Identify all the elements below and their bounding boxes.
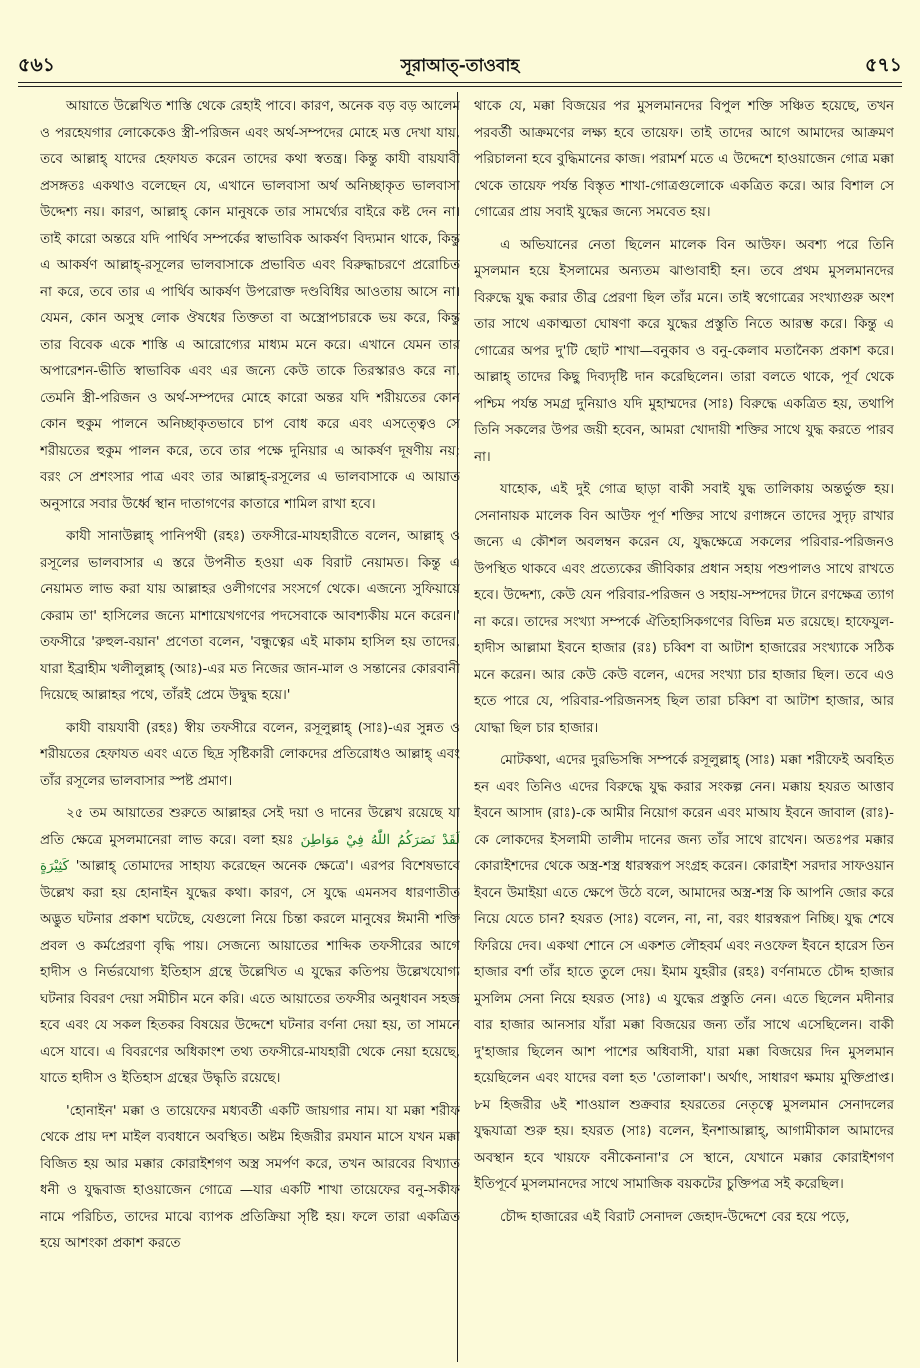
header-rule-top [18, 82, 902, 83]
paragraph: মোটকথা, এদের দুরভিসন্ধি সম্পর্কে রসূলুল্লাহ্ (সাঃ) মক্কা শরীফেই অবহিত হন এবং তিনিও এদের বিরুদ্ধে যুদ্ধ করার সংকল্প নেন। মক্কায় হযরত আত্তাব ইবনে আসাদ (রাঃ)-কে আমীর নিয়োগ করেন এবং মাআয ইবনে জাবাল (রাঃ)-কে লোকদের ইসলামী তালীম দানের জন্য তাঁর সাথে রাখেন। অতঃপর মক্কার কোরাইশদের থেকে অস্ত্র-শস্ত্র ধারস্বরূপ সংগ্রহ করেন। কোরাইশ সরদার সাফওয়ান ইবনে উমাইয়া এতে ক্ষেপে উঠে বলে, আমাদের অস্ত্র-শস্ত্র কি আপনি জোর করে নিয়ে যেতে চান? হযরত (সাঃ) বলেন, না, না, বরং ধারস্বরূপ নিচ্ছি। যুদ্ধ শেষে ফিরিয়ে দেব। একথা শোনে সে একশত লৌহবর্ম এবং নওফেল ইবনে হারেস তিন হাজার বর্শা তাঁর হাতে তুলে দেয়। ইমাম যুহরীর (রহঃ) বর্ণনামতে চৌদ্দ হাজার মুসলিম সেনা নিয়ে হযরত (সাঃ) এ যুদ্ধের প্রস্তুতি নেন। এতে ছিলেন মদীনার বার হাজার আনসার যাঁরা মক্কা বিজয়ের জন্য তাঁর সাথে এসেছিলেন। বাকী দু'হাজার ছিলেন আশ পাশের অধিবাসী, যারা মক্কা বিজয়ের দিন মুসলমান হয়েছিলেন এবং যাদের বলা হত 'তোলাকা'। অর্থাৎ, সাধারণ ক্ষমায় মুক্তিপ্রাপ্ত। ৮ম হিজরীর ৬ই শাওয়াল শুক্রবার হযরতের নেতৃত্বে মুসলমান সেনাদলের যুদ্ধযাত্রা শুরু হয়। হযরত (সাঃ) বলেন, ইনশাআল্লাহ্, আগামীকাল আমাদের অবস্থান হবে খায়ফে বনীকেনানা'র সে স্থানে, যেখানে মক্কার কোরাইশগণ ইতিপূর্বে মুসলমানদের সাথে সামাজিক বয়কটের চুক্তিপত্র সই করেছিল। [474, 753, 894, 1192]
paragraph: থাকে যে, মক্কা বিজয়ের পর মুসলমানদের বিপুল শক্তি সঞ্চিত হয়েছে, তখন পরবর্তী আক্রমণের লক্ষ্য হবে তায়েফ। তাই তাদের আগে আমাদের আক্রমণ পরিচালনা হবে বুদ্ধিমানের কাজ। পরামর্শ মতে এ উদ্দেশে হাওয়াজেন গোত্র মক্কা থেকে তায়েফ পর্যন্ত বিস্তৃত শাখা-গোত্রগুলোকে একত্রিত করে। আর বিশাল সে গোত্রের প্রায় সবাই যুদ্ধের জন্যে সমবেত হয়। [474, 99, 894, 220]
paragraph: এ অভিযানের নেতা ছিলেন মালেক বিন আউফ। অবশ্য পরে তিনি মুসলমান হয়ে ইসলামের অন্যতম ঝাণ্ডাবাহী হন। তবে প্রথম মুসলমানদের বিরুদ্ধে যুদ্ধ করার তীব্র প্রেরণা ছিল তাঁর মনে। তাই স্বগোত্রের সংখ্যাগুরু অংশ তার সাথে একাত্মতা ঘোষণা করে যুদ্ধের প্রস্তুতি নিতে আরম্ভ করে। কিন্তু এ গোত্রের অপর দু'টি ছোট শাখা—বনুকাব ও বনু-কেলাব মতানৈক্য প্রকাশ করে। আল্লাহ্ তাদের কিছু দিব্যদৃষ্টি দান করেছিলেন। তারা বলতে থাকে, পূর্ব থেকে পশ্চিম পর্যন্ত সমগ্র দুনিয়াও যদি মুহাম্মদের (সাঃ) বিরুদ্ধে একত্রিত হয়, তথাপি তিনি সকলের উপর জয়ী হবেন, আমরা খোদায়ী শক্তির সাথে যুদ্ধ করতে পারব না। [474, 237, 894, 465]
right-page-number: ৫৭১ [864, 54, 902, 76]
paragraph: চৌদ্দ হাজারের এই বিরাট সেনাদল জেহাদ-উদ্দেশে বের হয়ে পড়ে, [500, 1209, 850, 1225]
left-column [40, 94, 460, 1356]
column-divider [457, 92, 458, 1362]
surah-title: সূরাআত্-তাওবাহ [400, 56, 520, 76]
paragraph: যাহোক, এই দুই গোত্র ছাড়া বাকী সবাই যুদ্ধ তালিকায় অন্তর্ভুক্ত হয়। সেনানায়ক মালেক বিন আউফ পূর্ণ শক্তির সাথে রণাঙ্গনে তাদের সুদৃঢ় রাখার জন্যে এ কৌশল অবলম্বন করেন যে, যুদ্ধক্ষেত্রে সকলের পরিবার-পরিজনও উপস্থিত থাকবে এবং প্রত্যেকের জীবিকার প্রধান সহায় পশুপালও সাথে রাখতে হবে। উদ্দেশ্য, কেউ যেন পরিবার-পরিজন ও সহায়-সম্পদের টানে রণক্ষেত্র ত্যাগ না করে। তাদের সংখ্যা সম্পর্কে ঐতিহাসিকগণের বিভিন্ন মত রয়েছে। হাফেযুল-হাদীস আল্লামা ইবনে হাজার (রঃ) চব্বিশ বা আটাশ হাজারের সংখ্যাকে সঠিক মনে করেন। আর কেউ কেউ বলেন, এদের সংখ্যা চার হাজার ছিল। তবে এও হতে পারে যে, পরিবার-পরিজনসহ ছিল তারা চব্বিশ বা আটাশ হাজার, আর যোদ্ধা ছিল চার হাজার। [474, 482, 894, 736]
paragraph: 'হোনাইন' মক্কা ও তায়েফের মধ্যবর্তী একটি জায়গার নাম। যা মক্কা শরীফ থেকে প্রায় দশ মাইল ব্যবধানে অবস্থিত। অষ্টম হিজরীর রমযান মাসে যখন মক্কা বিজিত হয় আর মক্কার কোরাইশগণ অস্ত্র সমর্পণ করে, তখন আরবের বিখ্যাত ধনী ও যুদ্ধবাজ হাওয়াজেন গোত্রে —যার একটি শাখা তায়েফের বনু-সকীফ নামে পরিচিত, তাদের মাঝে ব্যাপক প্রতিক্রিয়া সৃষ্টি হয়। ফলে তারা একত্রিত হয়ে আশংকা প্রকাশ করতে [40, 1103, 460, 1251]
paragraph-with-verse [40, 801, 460, 1093]
paragraph: কাযী সানাউল্লাহ্ পানিপথী (রহঃ) তফসীরে-মাযহারীতে বলেন, আল্লাহ্ ও রসূলের ভালবাসার এ স্তরে উপনীত হওয়া এক বিরাট নেয়ামত। কিন্তু এ নেয়ামত লাভ করা যায় আল্লাহর ওলীগণের সংসর্গে থেকে। এজন্যে সুফিয়ায়ে কেরাম তা' হাসিলের জন্যে মাশায়েখগণের পদসেবাকে আবশ্যকীয় মনে করেন।' তফসীরে 'রুহুল-বয়ান' প্রণেতা বলেন, 'বন্ধুত্বের এই মাকাম হাসিল হয় তাদের, যারা ইব্রাহীম খলীলুল্লাহ্ (আঃ)-এর মত নিজের জান-মাল ও সন্তানের কোরবানী দিয়েছে আল্লাহর পথে, তাঁরই প্রেমে উদ্বুদ্ধ হয়ে।' [40, 529, 460, 703]
page-header [18, 52, 902, 82]
paragraph-text: ২৫ তম আয়াতের শুরুতে আল্লাহর সেই দয়া ও দানের উল্লেখ রয়েছে যা প্রতি ক্ষেত্রে মুসলমানেরা লাভ করে। বলা হয়ঃ [40, 806, 460, 848]
paragraph-text: 'আল্লাহ্ তোমাদের সাহায্য করেছেন অনেক ক্ষেত্রে'। এরপর বিশেষভাবে উল্লেখ করা হয় হোনাইন যুদ্ধের কথা। কারণ, সে যুদ্ধে এমনসব ধারণাতীত অদ্ভুত ঘটনার প্রকাশ ঘটেছে, যেগুলো নিয়ে চিন্তা করলে মানুষের ঈমানী শক্তি প্রবল ও কর্মপ্রেরণা বৃদ্ধি পায়। সেজন্যে আয়াতের শাব্দিক তফসীরের আগে হাদীস ও নির্ভরযোগ্য ইতিহাস গ্রন্থে উল্লেখিত এ যুদ্ধের কতিপয় উল্লেখযোগ্য ঘটনার বিবরণ দেয়া সমীচীন মনে করি। এতে আয়াতের তফসীর অনুধাবন সহজ হবে এবং যে সকল হিতকর বিষয়ের উদ্দেশে ঘটনার বর্ণনা দেয়া হয়, তা সামনে এসে যাবে। এ বিবরণের অধিকাংশ তথ্য তফসীরে-মাযহারী থেকে নেয়া হয়েছে, যাতে হাদীস ও ইতিহাস গ্রন্থের উদ্ধৃতি রয়েছে। [40, 859, 460, 1086]
right-column [474, 94, 894, 1356]
paragraph: আয়াতে উল্লেখিত শাস্তি থেকে রেহাই পাবে। কারণ, অনেক বড় বড় আলেম ও পরহেযগার লোকেকেও স্ত্রী-পরিজন এবং অর্থ-সম্পদের মোহে মত্ত দেখা যায়, তবে আল্লাহ্ যাদের হেফাযত করেন তাদের কথা স্বতন্ত্র। কিন্তু কাযী বায়যাবী প্রসঙ্গতঃ একথাও বলেছেন যে, এখানে ভালবাসা অর্থ অনিচ্ছাকৃত ভালবাসা উদ্দেশ্য নয়। কারণ, আল্লাহ্ কোন মানুষকে তার সামর্থ্যের বাইরে কষ্ট দেন না। তাই কারো অন্তরে যদি পার্থিব সম্পর্কের স্বাভাবিক আকর্ষণ বিদ্যমান থাকে, কিন্তু এ আকর্ষণ আল্লাহ্-রসূলের ভালবাসাকে প্রভাবিত এবং বিরুদ্ধাচরণে প্ররোচিত না করে, তবে তার এ পার্থিব আকর্ষণ উপরোক্ত দণ্ডবিধির আওতায় আসে না। যেমন, কোন অসুস্থ লোক ঔষধের তিক্ততা বা অস্ত্রোপচারকে ভয় করে, কিন্তু তার বিবেক একে শাস্তি এ আরোগ্যের মাধ্যম মনে করে। এখানে যেমন তার অপারেশন-ভীতি স্বাভাবিক এবং এর জন্যে কেউ তাকে তিরস্কারও করে না, তেমনি স্ত্রী-পরিজন ও অর্থ-সম্পদের মোহে কারো অন্তর যদি শরীয়তের কোন কোন হুকুম পালনে অনিচ্ছাকৃতভাবে চাপ বোধ করে এবং এসত্ত্বেও সে শরীয়তের হুকুম পালন করে, তবে তার পক্ষে দুনিয়ার এ আকর্ষণ দূষণীয় নয়; বরং সে প্রশংসার পাত্র এবং তার আল্লাহ্-রসূলের এ ভালবাসাকে এ আয়াত অনুসারে সবার উর্ধ্বে স্থান দাতাগণের কাতারে শামিল রাখা হবে। [40, 99, 460, 512]
left-page-number: ৫৬১ [18, 54, 56, 76]
paragraph: কাযী বায়যাবী (রহঃ) স্বীয় তফসীরে বলেন, রসূলুল্লাহ্ (সাঃ)-এর সুন্নত ও শরীয়তের হেফাযত এবং এতে ছিদ্র সৃষ্টিকারী লোকদের প্রতিরোধও আল্লাহ্ এবং তাঁর রসূলের ভালবাসার স্পষ্ট প্রমাণ। [40, 720, 460, 789]
header-rule-bottom [18, 86, 902, 87]
arabic-verse: لَقَدْ نَصَرَكُمُ اللّٰهُ فِيْ مَوَاطِنَ كَثِيْرَةٍ [40, 832, 460, 874]
